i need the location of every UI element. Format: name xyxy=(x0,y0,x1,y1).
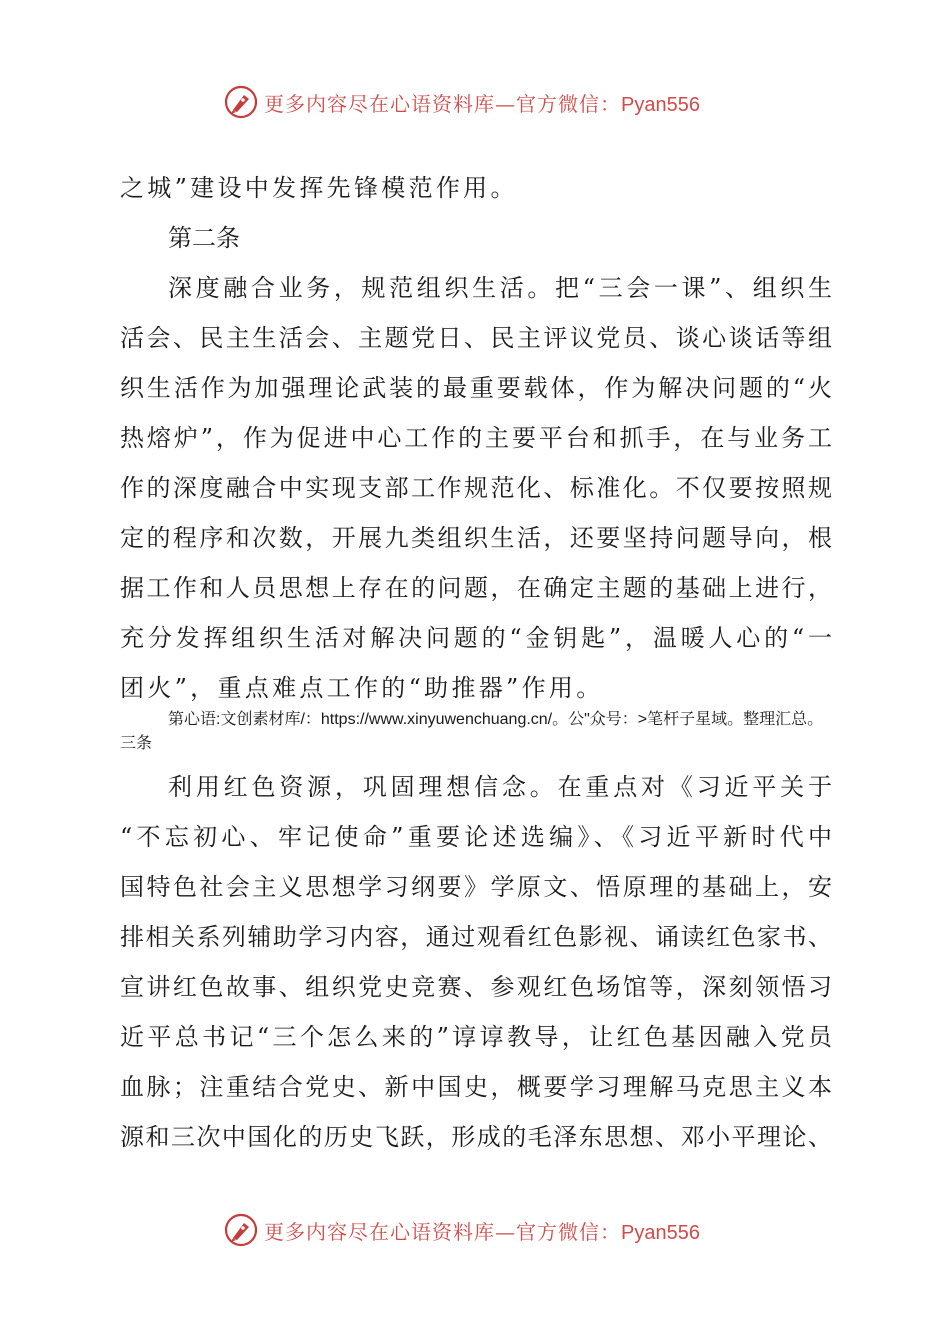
header-banner xyxy=(224,82,744,122)
paragraph-line: 利用红色资源，巩固理想信念。在重点对《习近平关于 xyxy=(168,773,832,801)
article-heading: 第二条 xyxy=(168,224,240,252)
article-heading-fragment: 三条 xyxy=(120,735,153,752)
paragraph-line: 排相关系列辅助学习内容，通过观看红色影视、诵读红色家书、 xyxy=(120,923,832,951)
paragraph-line: 团火”，重点难点工作的“助推器”作用。 xyxy=(120,674,604,702)
paragraph-line: 充分发挥组织生活对解决问题的“金钥匙”，温暖人心的“一 xyxy=(120,624,832,652)
paragraph-line: 国特色社会主义思想学习纲要》学原文、悟原理的基础上，安 xyxy=(120,873,832,901)
wechat-id: Pyan556 xyxy=(621,93,700,116)
paragraph-line: 近平总书记“三个怎么来的”谆谆教导，让红色基因融入党员 xyxy=(120,1023,832,1051)
paragraph-line: 据工作和人员思想上存在的问题，在确定主题的基础上进行， xyxy=(120,574,832,602)
pen-nib-icon xyxy=(224,1213,258,1247)
paragraph-line: 血脉；注重结合党史、新中国史，概要学习理解马克思主义本 xyxy=(120,1073,832,1101)
paragraph-line: “不忘初心、牢记使命”重要论述选编》、《习近平新时代中 xyxy=(120,823,832,851)
banner-text: 更多内容尽在心语资料库—官方微信：Pyan556 xyxy=(264,1219,700,1244)
paragraph-line: 深度融合业务，规范组织生活。把“三会一课”、组织生 xyxy=(168,274,832,302)
wechat-id: Pyan556 xyxy=(621,1221,700,1244)
paragraph-line: 热熔炉”，作为促进中心工作的主要平台和抓手，在与业务工 xyxy=(120,424,832,452)
paragraph-line: 定的程序和次数，开展九类组织生活，还要坚持问题导向，根 xyxy=(120,524,832,552)
paragraph-line: 作的深度融合中实现支部工作规范化、标准化。不仅要按照规 xyxy=(120,474,832,502)
paragraph-line: 织生活作为加强理论武装的最重要载体，作为解决问题的“火 xyxy=(120,374,832,402)
paragraph-line: 之城”建设中发挥先锋模范作用。 xyxy=(120,174,518,202)
pen-nib-icon xyxy=(224,85,258,119)
footer-banner xyxy=(224,1210,744,1250)
paragraph-line: 活会、民主生活会、主题党日、民主评议党员、谈心谈话等组 xyxy=(120,324,832,352)
banner-text: 更多内容尽在心语资料库—官方微信：Pyan556 xyxy=(264,91,700,116)
paragraph-line: 宣讲红色故事、组织党史竞赛、参观红色场馆等，深刻领悟习 xyxy=(120,973,832,1001)
paragraph-line: 源和三次中国化的历史飞跃，形成的毛泽东思想、邓小平理论、 xyxy=(120,1123,832,1151)
source-note: 第心语:文创素材库/：https://www.xinyuwenchuang.cn/。公"众号：>笔杆子星域。整理汇总。 xyxy=(168,711,824,728)
